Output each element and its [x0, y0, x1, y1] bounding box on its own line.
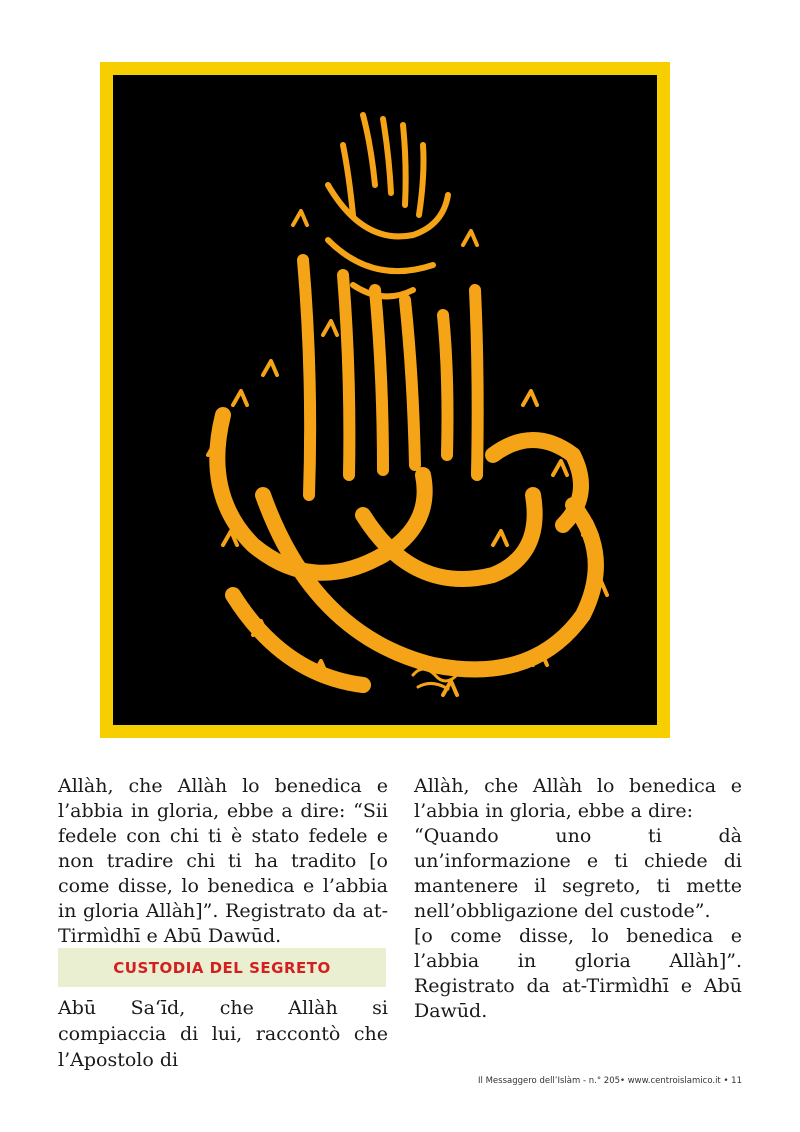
- page-footer: Il Messaggero dell’Islàm - n.° 205• www.centroislamico.it • 11: [478, 1076, 742, 1086]
- section-heading: CUSTODIA DEL SEGRETO: [58, 948, 386, 987]
- left-column-lower: [58, 995, 388, 1073]
- left-column: [58, 774, 388, 949]
- right-paragraph-1: Allàh, che Allàh lo benedica e l’abbia in gloria, ebbe a dire:: [414, 775, 742, 822]
- right-paragraph-2: “Quando uno ti dà un’informazione e ti chiede di mantenere il segreto, ti mette nell’obbligazione del custode”.: [414, 825, 742, 922]
- calligraphy-artwork-frame: [100, 62, 670, 738]
- left-paragraph-1: Allàh, che Allàh lo benedica e l’abbia in gloria, ebbe a dire: “Sii fedele con chi ti è stato fedele e non tradire chi ti ha tradito [o come disse, lo benedica e l’abbia in gloria Allàh]”. Registrato da at-Tirmìdhī e Abū Dawūd.: [58, 775, 388, 947]
- calligraphy-artwork: [113, 75, 657, 725]
- calligraphy-image: [113, 75, 657, 725]
- right-paragraph-3: [o come disse, lo benedica e l’abbia in gloria Allàh]”. Registrato da at-Tirmìdhī e Abū Dawūd.: [414, 925, 742, 1022]
- left-paragraph-2: Abū Sa‘īd, che Allàh si compiaccia di lui, raccontò che l’Apostolo di: [58, 997, 388, 1071]
- right-column: [414, 774, 742, 1024]
